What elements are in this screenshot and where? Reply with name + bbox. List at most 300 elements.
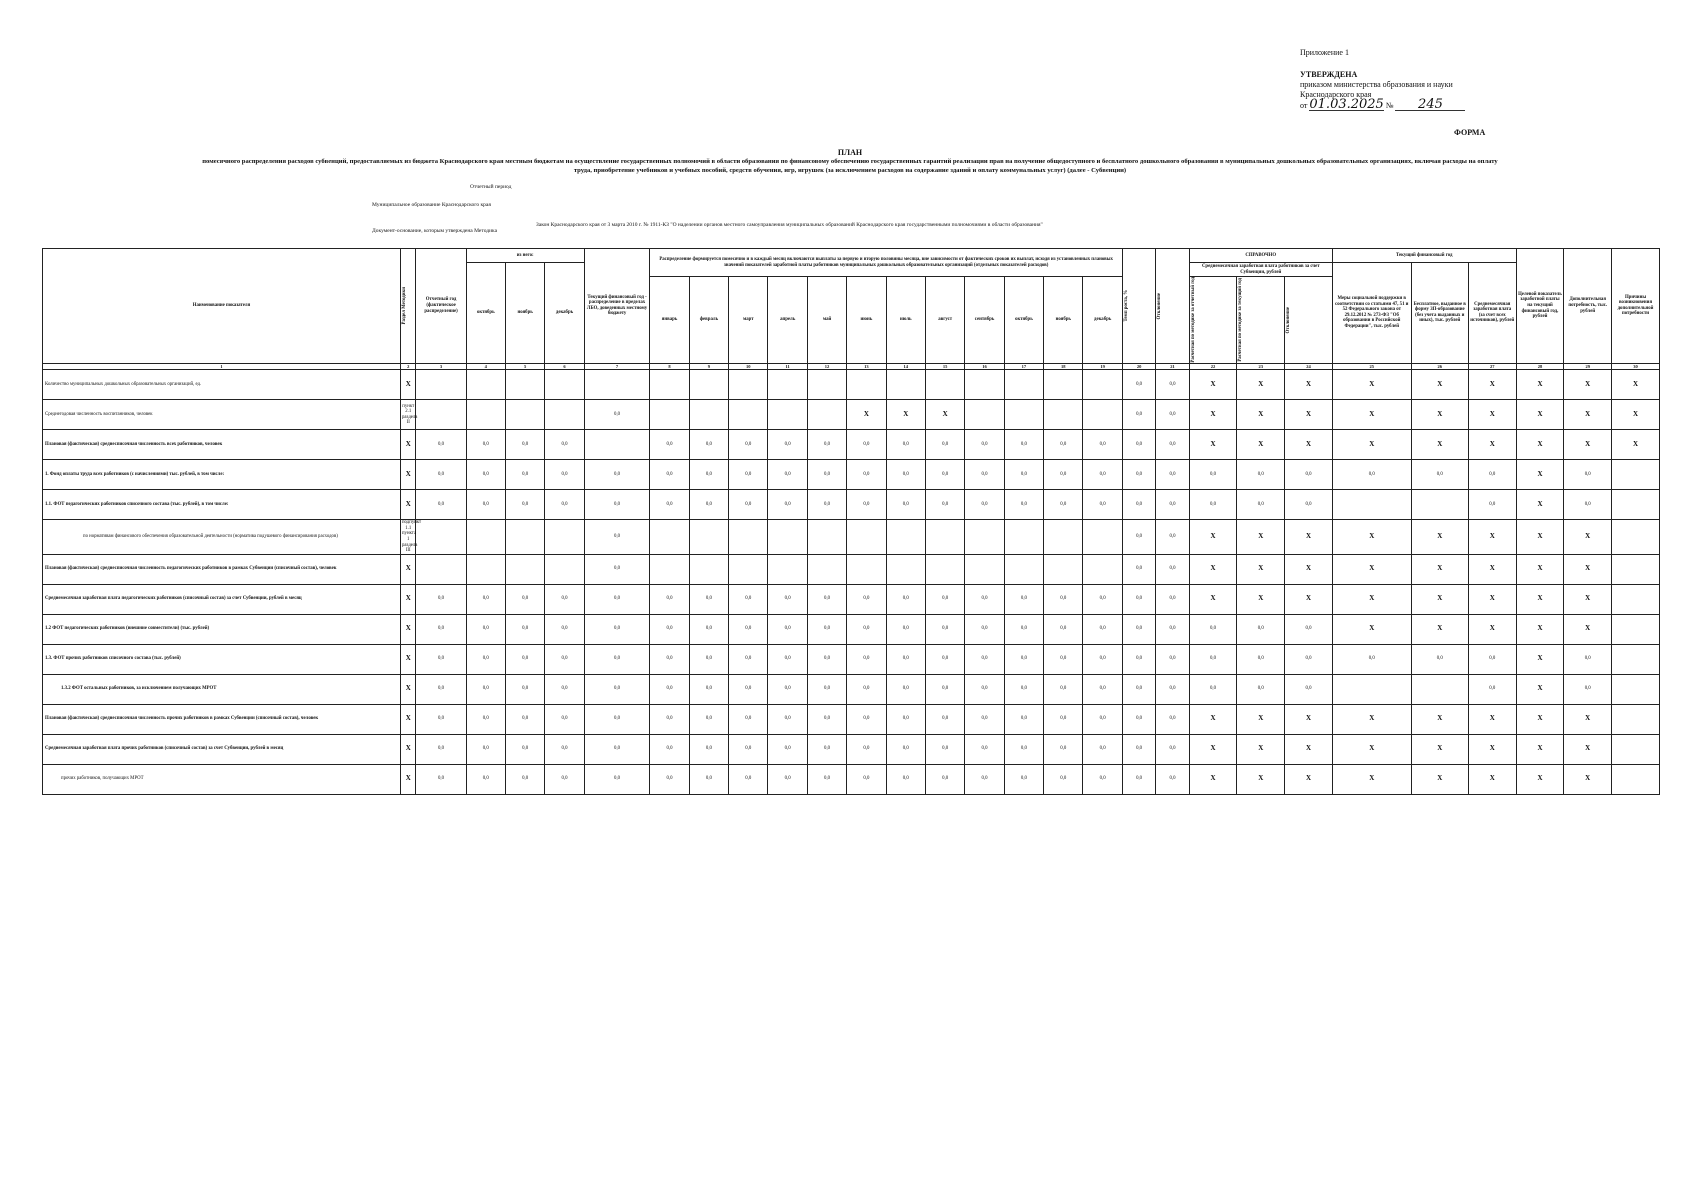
cell-empty [545, 400, 584, 430]
cell-empty [886, 554, 925, 584]
cell-value: 0,0 [847, 460, 886, 490]
cell-x: X [1468, 554, 1516, 584]
cell-value: 0,0 [505, 764, 544, 794]
cell-value: 0,0 [466, 704, 505, 734]
cell-empty [965, 554, 1004, 584]
column-number: 17 [1004, 363, 1043, 370]
column-number: 4 [466, 363, 505, 370]
cell-x: X [1468, 734, 1516, 764]
column-number: 11 [768, 363, 807, 370]
hdr-month-9: сентябрь [965, 277, 1004, 364]
cell-value: 0,0 [1004, 734, 1043, 764]
cell-value: 0,0 [650, 430, 689, 460]
cell-value: 0,0 [466, 584, 505, 614]
column-number: 2 [400, 363, 416, 370]
cell-value: 0,0 [965, 430, 1004, 460]
row-section: X [400, 430, 416, 460]
table-row [43, 764, 1660, 794]
cell-value: 0,0 [886, 674, 925, 704]
cell-value: 0,0 [1156, 554, 1189, 584]
cell-empty [650, 400, 689, 430]
column-number: 18 [1044, 363, 1083, 370]
cell-value: 0,0 [925, 430, 964, 460]
cell-value: 0,0 [1156, 400, 1189, 430]
cell-empty [965, 400, 1004, 430]
cell-empty [505, 400, 544, 430]
cell-value: 0,0 [1004, 460, 1043, 490]
cell-value: 0,0 [965, 704, 1004, 734]
cell-value: 0,0 [584, 490, 650, 520]
cell-value: 0,0 [505, 674, 544, 704]
hdr-month-6: июнь [847, 277, 886, 364]
cell-empty [1612, 764, 1660, 794]
cell-value: 0,0 [1122, 704, 1155, 734]
cell-value: 0,0 [1122, 614, 1155, 644]
cell-empty [925, 554, 964, 584]
column-number: 26 [1411, 363, 1468, 370]
cell-value: 0,0 [545, 734, 584, 764]
cell-empty [466, 400, 505, 430]
cell-value: 0,0 [650, 614, 689, 644]
cell-value: 0,0 [689, 490, 728, 520]
cell-empty [1612, 554, 1660, 584]
cell-value: 0,0 [1156, 430, 1189, 460]
cell-x: X [1468, 704, 1516, 734]
cell-value: 0,0 [545, 584, 584, 614]
cell-value: 0,0 [545, 644, 584, 674]
cell-value: 0,0 [1156, 584, 1189, 614]
cell-value: 0,0 [584, 674, 650, 704]
cell-x: X [1189, 584, 1237, 614]
cell-value: 0,0 [584, 554, 650, 584]
cell-empty [584, 430, 650, 460]
table-row [43, 460, 1660, 490]
cell-empty [1044, 370, 1083, 400]
cell-value: 0,0 [1122, 490, 1155, 520]
cell-value: 0,0 [584, 704, 650, 734]
cell-value: 0,0 [1237, 674, 1285, 704]
order-date-line [1300, 97, 1465, 112]
cell-empty [1044, 554, 1083, 584]
plan-table [42, 248, 1660, 795]
cell-value: 0,0 [847, 614, 886, 644]
cell-value: 0,0 [1156, 614, 1189, 644]
cell-value: 0,0 [1122, 584, 1155, 614]
cell-value: 0,0 [729, 584, 768, 614]
row-name: 1.1. ФОТ педагогических работников списочного состава (тыс. рублей), в том числе: [43, 490, 401, 520]
column-number: 13 [847, 363, 886, 370]
cell-x: X [1237, 734, 1285, 764]
cell-empty [925, 370, 964, 400]
order-no-label: № [1385, 101, 1394, 110]
table-row [43, 520, 1660, 555]
cell-x: X [1564, 370, 1612, 400]
cell-empty [650, 554, 689, 584]
cell-value: 0,0 [689, 644, 728, 674]
hdr-current-year: Текущий финансовый год - распределение в пределах ЛБО, доведенных местному бюджету [584, 249, 650, 364]
cell-value: 0,0 [545, 460, 584, 490]
cell-value: 0,0 [886, 490, 925, 520]
cell-value: 0,0 [689, 764, 728, 794]
row-section: пункт 2.1 раздела II [400, 400, 416, 430]
cell-empty [545, 554, 584, 584]
cell-empty [965, 370, 1004, 400]
cell-value: 0,0 [1122, 520, 1155, 555]
cell-value: 0,0 [1044, 674, 1083, 704]
cell-value: 0,0 [1156, 674, 1189, 704]
hdr-month-nov: ноябрь [505, 263, 544, 364]
cell-value: 0,0 [584, 460, 650, 490]
cell-x: X [1564, 614, 1612, 644]
cell-x: X [1189, 430, 1237, 460]
hdr-month-4: апрель [768, 277, 807, 364]
column-number: 15 [925, 363, 964, 370]
cell-empty [1411, 674, 1468, 704]
column-number: 12 [807, 363, 846, 370]
cell-x: X [1285, 370, 1333, 400]
cell-x: X [1516, 584, 1564, 614]
cell-value: 0,0 [1044, 584, 1083, 614]
cell-empty [1004, 554, 1043, 584]
cell-value: 0,0 [545, 490, 584, 520]
cell-empty [466, 554, 505, 584]
cell-x: X [1237, 520, 1285, 555]
cell-empty [1612, 704, 1660, 734]
column-number: 27 [1468, 363, 1516, 370]
cell-x: X [1332, 370, 1411, 400]
column-number: 20 [1122, 363, 1155, 370]
cell-empty [689, 554, 728, 584]
cell-value: 0,0 [689, 734, 728, 764]
hdr-avg-salary: Среднемесячная заработная плата работников за счет Субвенции, рублей [1189, 263, 1332, 277]
cell-empty [847, 520, 886, 555]
row-section: X [400, 554, 416, 584]
cell-value: 0,0 [584, 614, 650, 644]
cell-x: X [1516, 674, 1564, 704]
hdr-month-3: март [729, 277, 768, 364]
cell-value: 0,0 [1122, 674, 1155, 704]
cell-value: 0,0 [768, 614, 807, 644]
row-name: по нормативам финансового обеспечения образовательной деятельности (норматива подушевого финансирования расходов) [43, 520, 401, 555]
row-name: 1.2 ФОТ педагогических работников (внешние совместители) (тыс. рублей) [43, 614, 401, 644]
row-section: X [400, 764, 416, 794]
cell-value: 0,0 [807, 674, 846, 704]
cell-value: 0,0 [1564, 490, 1612, 520]
cell-empty [1612, 520, 1660, 555]
cell-value: 0,0 [965, 734, 1004, 764]
cell-value: 0,0 [768, 764, 807, 794]
cell-x: X [1285, 430, 1333, 460]
hdr-month-11: ноябрь [1044, 277, 1083, 364]
cell-value: 0,0 [807, 764, 846, 794]
cell-value: 0,0 [650, 674, 689, 704]
cell-value: 0,0 [729, 734, 768, 764]
cell-x: X [886, 400, 925, 430]
cell-x: X [1285, 764, 1333, 794]
approved-label: УТВЕРЖДЕНА [1300, 70, 1358, 79]
cell-x: X [847, 400, 886, 430]
cell-empty [1083, 554, 1122, 584]
cell-empty [416, 400, 466, 430]
order-from: от [1300, 101, 1308, 110]
cell-value: 0,0 [925, 614, 964, 644]
cell-x: X [1564, 430, 1612, 460]
cell-x: X [1237, 764, 1285, 794]
cell-value: 0,0 [729, 704, 768, 734]
hdr-calc-report: Расчетная по методике за отчетный год [1189, 277, 1237, 364]
row-section: X [400, 674, 416, 704]
cell-value: 0,0 [1122, 554, 1155, 584]
cell-empty [1332, 674, 1411, 704]
cell-value: 0,0 [1156, 520, 1189, 555]
cell-x: X [1332, 520, 1411, 555]
cell-value: 0,0 [505, 430, 544, 460]
cell-value: 0,0 [965, 490, 1004, 520]
cell-value: 0,0 [1044, 430, 1083, 460]
cell-value: 0,0 [689, 614, 728, 644]
cell-value: 0,0 [729, 614, 768, 644]
cell-empty [466, 520, 505, 555]
cell-x: X [1237, 370, 1285, 400]
cell-value: 0,0 [925, 644, 964, 674]
cell-empty [1083, 520, 1122, 555]
row-name: Плановая (фактическая) среднесписочная численность прочих работников в рамках Субвенции (списочный состав), человек [43, 704, 401, 734]
cell-x: X [1285, 734, 1333, 764]
cell-value: 0,0 [1237, 644, 1285, 674]
row-name: 1.3. ФОТ прочих работников списочного состава (тыс. рублей) [43, 644, 401, 674]
cell-value: 0,0 [768, 704, 807, 734]
cell-x: X [1612, 430, 1660, 460]
cell-value: 0,0 [925, 674, 964, 704]
cell-x: X [1516, 554, 1564, 584]
cell-value: 0,0 [1122, 370, 1155, 400]
cell-value: 0,0 [965, 614, 1004, 644]
cell-value: 0,0 [768, 430, 807, 460]
cell-value: 0,0 [466, 764, 505, 794]
column-number: 1 [43, 363, 401, 370]
row-name: Плановая (фактическая) среднесписочная численность всех работников, человек [43, 430, 401, 460]
cell-value: 0,0 [650, 704, 689, 734]
cell-x: X [1411, 584, 1468, 614]
cell-empty [965, 520, 1004, 555]
hdr-report-year: Отчетный год (фактическое распределение) [416, 249, 466, 364]
cell-value: 0,0 [1285, 644, 1333, 674]
cell-value: 0,0 [807, 644, 846, 674]
cell-value: 0,0 [847, 734, 886, 764]
cell-empty [1411, 490, 1468, 520]
hdr-month-5: май [807, 277, 846, 364]
cell-x: X [1189, 554, 1237, 584]
cell-value: 0,0 [1411, 644, 1468, 674]
cell-x: X [1564, 584, 1612, 614]
cell-value: 0,0 [1122, 734, 1155, 764]
cell-value: 0,0 [1122, 764, 1155, 794]
cell-value: 0,0 [416, 490, 466, 520]
title-main: ПЛАН [837, 148, 863, 157]
cell-value: 0,0 [807, 584, 846, 614]
document-title [200, 148, 1500, 175]
cell-x: X [1516, 644, 1564, 674]
cell-x: X [1189, 370, 1237, 400]
appendix-label: Приложение 1 [1300, 48, 1349, 57]
cell-value: 0,0 [1285, 490, 1333, 520]
cell-value: 0,0 [584, 644, 650, 674]
cell-value: 0,0 [925, 734, 964, 764]
cell-value: 0,0 [847, 764, 886, 794]
row-name: Количество муниципальных дошкольных образовательных организаций, ед. [43, 370, 401, 400]
cell-empty [1044, 400, 1083, 430]
cell-x: X [1612, 370, 1660, 400]
cell-x: X [1564, 554, 1612, 584]
cell-x: X [1237, 430, 1285, 460]
cell-value: 0,0 [1156, 644, 1189, 674]
cell-x: X [925, 400, 964, 430]
cell-empty [729, 554, 768, 584]
cell-x: X [1516, 704, 1564, 734]
column-number: 29 [1564, 363, 1612, 370]
cell-empty [807, 520, 846, 555]
row-section: X [400, 614, 416, 644]
column-number: 23 [1237, 363, 1285, 370]
cell-value: 0,0 [1044, 644, 1083, 674]
column-number: 28 [1516, 363, 1564, 370]
cell-value: 0,0 [1122, 644, 1155, 674]
cell-x: X [1332, 554, 1411, 584]
cell-value: 0,0 [1468, 674, 1516, 704]
cell-value: 0,0 [729, 430, 768, 460]
cell-value: 0,0 [1083, 490, 1122, 520]
cell-empty [1004, 520, 1043, 555]
row-section: X [400, 734, 416, 764]
cell-x: X [1411, 370, 1468, 400]
cell-value: 0,0 [584, 584, 650, 614]
cell-empty [416, 554, 466, 584]
hdr-target: Целевой показатель заработной платы на текущий финансовый год, рублей [1516, 249, 1564, 364]
hdr-month-1: январь [650, 277, 689, 364]
cell-x: X [1468, 764, 1516, 794]
cell-empty [729, 520, 768, 555]
cell-value: 0,0 [545, 430, 584, 460]
cell-value: 0,0 [886, 460, 925, 490]
cell-empty [1004, 400, 1043, 430]
cell-value: 0,0 [965, 764, 1004, 794]
cell-value: 0,0 [965, 460, 1004, 490]
cell-x: X [1468, 430, 1516, 460]
cell-empty [807, 554, 846, 584]
document-text: Закон Краснодарского края от 3 марта 2010 г. № 1911-КЗ "О наделении органов местного самоуправления муниципальных образований Краснодарского края государственными полномочиями в области образования" [536, 222, 1043, 228]
cell-x: X [1332, 764, 1411, 794]
cell-value: 0,0 [466, 734, 505, 764]
row-section: X [400, 460, 416, 490]
cell-empty [1332, 490, 1411, 520]
cell-x: X [1237, 400, 1285, 430]
hdr-extra-need: Дополнительная потребность, тыс. рублей [1564, 249, 1612, 364]
cell-x: X [1411, 734, 1468, 764]
cell-value: 0,0 [1083, 674, 1122, 704]
cell-value: 0,0 [1083, 644, 1122, 674]
cell-value: 0,0 [1156, 490, 1189, 520]
cell-value: 0,0 [729, 764, 768, 794]
cell-value: 0,0 [1004, 704, 1043, 734]
cell-x: X [1189, 520, 1237, 555]
cell-empty [650, 370, 689, 400]
cell-value: 0,0 [847, 584, 886, 614]
cell-value: 0,0 [466, 460, 505, 490]
row-name: Среднемесячная заработная плата прочих работников (списочный состав) за счет Субвенции, рублей в месяц [43, 734, 401, 764]
cell-value: 0,0 [1156, 460, 1189, 490]
row-section: X [400, 490, 416, 520]
cell-x: X [1411, 400, 1468, 430]
cell-empty [807, 400, 846, 430]
cell-empty [768, 520, 807, 555]
cell-value: 0,0 [466, 644, 505, 674]
cell-value: 0,0 [925, 460, 964, 490]
cell-empty [768, 400, 807, 430]
cell-value: 0,0 [1156, 734, 1189, 764]
cell-empty [1004, 370, 1043, 400]
cell-empty [505, 370, 544, 400]
cell-value: 0,0 [925, 704, 964, 734]
hdr-month-8: август [925, 277, 964, 364]
column-number: 14 [886, 363, 925, 370]
cell-x: X [1411, 704, 1468, 734]
cell-empty [729, 370, 768, 400]
cell-value: 0,0 [965, 674, 1004, 704]
cell-x: X [1332, 704, 1411, 734]
cell-x: X [1332, 614, 1411, 644]
cell-value: 0,0 [1564, 674, 1612, 704]
cell-x: X [1468, 614, 1516, 644]
cell-value: 0,0 [768, 460, 807, 490]
cell-value: 0,0 [925, 764, 964, 794]
cell-value: 0,0 [689, 584, 728, 614]
table-row [43, 674, 1660, 704]
municipality-label: Муниципальное образование Краснодарского края [372, 202, 491, 208]
hdr-social-measures: Меры социальной поддержки в соответствии со статьями 47, 51 и 52 Федерального закона от 29.12.2012 № 273-ФЗ "Об образовании в Российской Федерации", тыс. рублей [1332, 263, 1411, 364]
cell-x: X [1332, 400, 1411, 430]
cell-value: 0,0 [1189, 644, 1237, 674]
cell-empty [886, 370, 925, 400]
cell-empty [925, 520, 964, 555]
column-number: 22 [1189, 363, 1237, 370]
cell-x: X [1468, 520, 1516, 555]
cell-empty [505, 520, 544, 555]
hdr-current-fin-year: Текущий финансовый год [1332, 249, 1516, 263]
cell-x: X [1189, 734, 1237, 764]
table-row [43, 614, 1660, 644]
cell-value: 0,0 [416, 644, 466, 674]
cell-value: 0,0 [1004, 674, 1043, 704]
cell-empty [807, 370, 846, 400]
cell-value: 0,0 [584, 520, 650, 555]
cell-value: 0,0 [545, 704, 584, 734]
cell-empty [505, 554, 544, 584]
cell-value: 0,0 [1189, 674, 1237, 704]
hdr-month-dec: декабрь [545, 263, 584, 364]
table-row [43, 370, 1660, 400]
column-number: 10 [729, 363, 768, 370]
cell-empty [1612, 460, 1660, 490]
cell-value: 0,0 [505, 460, 544, 490]
cell-value: 0,0 [1285, 460, 1333, 490]
cell-empty [1612, 674, 1660, 704]
cell-value: 0,0 [1156, 370, 1189, 400]
cell-value: 0,0 [1083, 704, 1122, 734]
cell-value: 0,0 [1237, 490, 1285, 520]
column-number: 16 [965, 363, 1004, 370]
cell-x: X [1516, 400, 1564, 430]
cell-value: 0,0 [847, 704, 886, 734]
